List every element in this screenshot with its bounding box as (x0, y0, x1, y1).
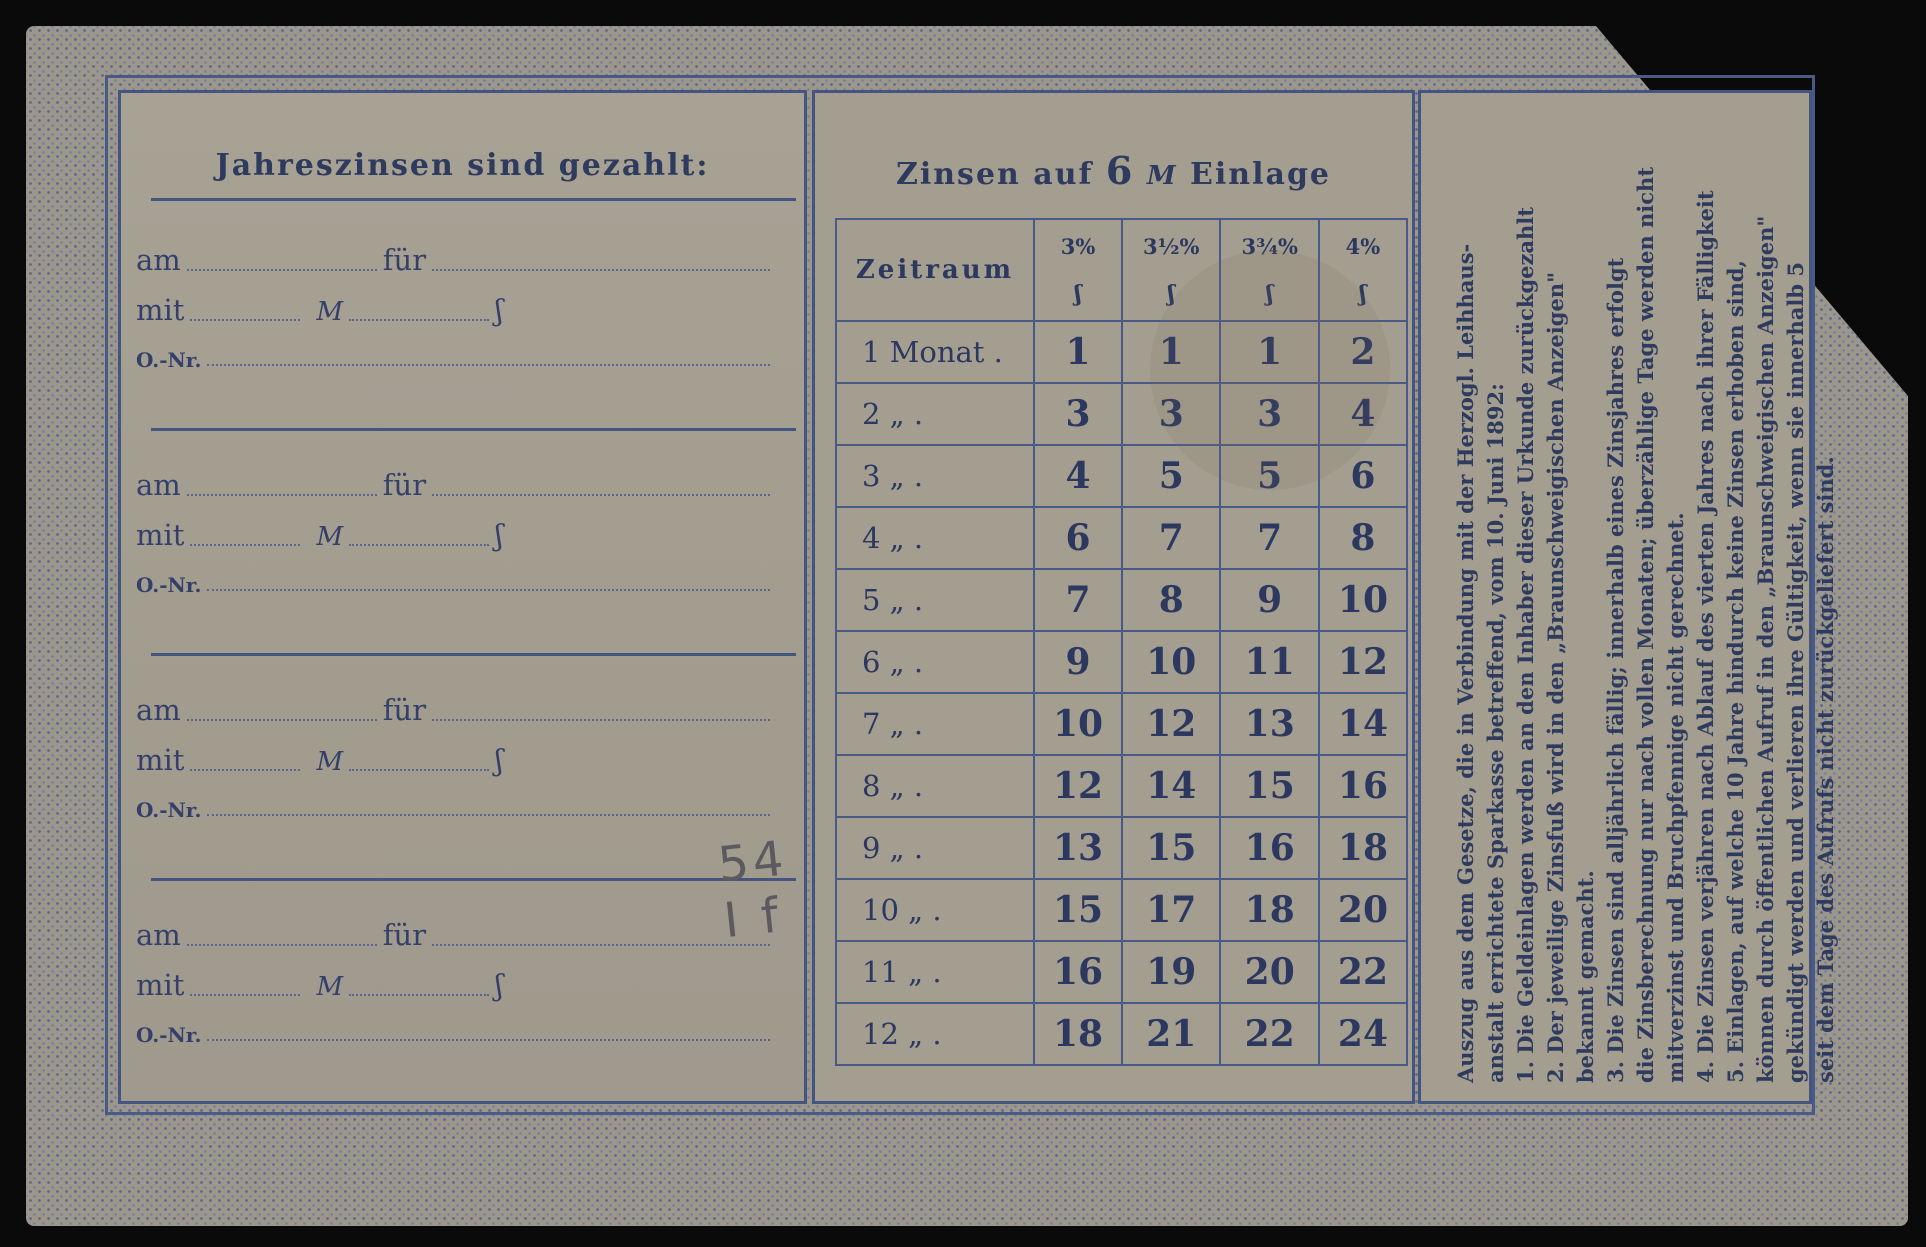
interest-cell: 14 (1122, 755, 1220, 817)
table-row (836, 507, 1407, 569)
law-line: Auszug aus dem Gesetze, die in Verbindung mit der Herzogl. Leihhaus- (1453, 243, 1478, 1083)
order-number-field[interactable]: O.-Nr. (136, 348, 776, 372)
table-row (836, 755, 1407, 817)
table-row (836, 817, 1407, 879)
interest-cell: 13 (1220, 693, 1318, 755)
table-row (836, 879, 1407, 941)
order-number-field[interactable]: O.-Nr. (136, 573, 776, 597)
interest-cell: 20 (1319, 879, 1407, 941)
interest-cell: 5 (1122, 445, 1220, 507)
interest-cell: 11 (1220, 631, 1318, 693)
interest-cell: 10 (1122, 631, 1220, 693)
interest-cell: 4 (1319, 383, 1407, 445)
divider (151, 428, 796, 431)
law-line: seit dem Tage des Aufrufs nicht zurückgeliefert sind. (1813, 456, 1838, 1083)
period-cell: 5 „ . (836, 569, 1034, 631)
interest-cell: 7 (1122, 507, 1220, 569)
title-unit: M (1146, 161, 1178, 191)
date-field[interactable]: am für (136, 468, 776, 502)
interest-cell: 21 (1122, 1003, 1220, 1065)
date-field[interactable]: am für (136, 243, 776, 277)
law-excerpt-text (1451, 133, 1841, 1083)
divider (151, 198, 796, 201)
pencil-note: 54 I f (715, 830, 790, 950)
title-prefix: Zinsen auf (895, 157, 1094, 192)
law-excerpt-panel (1418, 90, 1838, 1104)
interest-cell: 12 (1122, 693, 1220, 755)
interest-cell: 3 (1122, 383, 1220, 445)
law-line: mitverzinst und Bruchpfennige nicht gerechnet. (1663, 512, 1688, 1083)
period-cell: 3 „ . (836, 445, 1034, 507)
interest-cell: 15 (1220, 755, 1318, 817)
rate-header: 3½% ʃ (1122, 219, 1220, 321)
interest-cell: 5 (1220, 445, 1318, 507)
interest-cell: 10 (1034, 693, 1122, 755)
table-row (836, 631, 1407, 693)
period-cell: 10 „ . (836, 879, 1034, 941)
law-line: können durch öffentlichen Aufruf in den „Braunschweigischen Anzeigen" (1753, 215, 1778, 1083)
period-header: Zeitraum (836, 219, 1034, 321)
law-line: 2. Der jeweilige Zinsfuß wird in den „Braunschweigischen Anzeigen" (1543, 271, 1568, 1083)
interest-cell: 12 (1034, 755, 1122, 817)
interest-cell: 19 (1122, 941, 1220, 1003)
interest-cell: 12 (1319, 631, 1407, 693)
divider (151, 878, 796, 881)
rate-header: 3¾% ʃ (1220, 219, 1318, 321)
interest-cell: 1 (1122, 321, 1220, 383)
interest-cell: 7 (1220, 507, 1318, 569)
period-cell: 4 „ . (836, 507, 1034, 569)
interest-cell: 4 (1034, 445, 1122, 507)
law-line: bekannt gemacht. (1573, 870, 1598, 1083)
interest-cell: 16 (1319, 755, 1407, 817)
law-line: 1. Die Geldeinlagen werden an den Inhaber dieser Urkunde zurückgezahlt (1513, 207, 1538, 1083)
interest-cell: 16 (1034, 941, 1122, 1003)
interest-cell: 22 (1220, 1003, 1318, 1065)
law-line: 4. Die Zinsen verjähren nach Ablauf des vierten Jahres nach ihrer Fälligkeit (1693, 190, 1718, 1083)
payment-record-panel (118, 90, 807, 1104)
table-row (836, 569, 1407, 631)
interest-table-panel (812, 90, 1415, 1104)
period-cell: 9 „ . (836, 817, 1034, 879)
interest-cell: 13 (1034, 817, 1122, 879)
period-cell: 8 „ . (836, 755, 1034, 817)
date-field[interactable]: am für (136, 693, 776, 727)
period-cell: 7 „ . (836, 693, 1034, 755)
law-line: anstalt errichtete Sparkasse betreffend, vom 10. Juni 1892: (1483, 383, 1508, 1083)
interest-cell: 20 (1220, 941, 1318, 1003)
interest-cell: 22 (1319, 941, 1407, 1003)
interest-cell: 15 (1034, 879, 1122, 941)
law-line: 3. Die Zinsen sind alljährlich fällig; innerhalb eines Zinsjahres erfolgt (1603, 257, 1628, 1083)
interest-cell: 8 (1319, 507, 1407, 569)
interest-cell: 1 (1034, 321, 1122, 383)
order-number-field[interactable]: O.-Nr. (136, 798, 776, 822)
payment-record-title: Jahreszinsen sind gezahlt: (215, 148, 710, 183)
table-row (836, 693, 1407, 755)
interest-cell: 16 (1220, 817, 1318, 879)
interest-cell: 2 (1319, 321, 1407, 383)
interest-cell: 7 (1034, 569, 1122, 631)
title-amount: 6 (1105, 148, 1135, 193)
period-cell: 2 „ . (836, 383, 1034, 445)
divider (151, 653, 796, 656)
amount-field[interactable]: mit M ʃ (136, 968, 503, 1002)
interest-cell: 14 (1319, 693, 1407, 755)
period-cell: 11 „ . (836, 941, 1034, 1003)
title-suffix: Einlage (1190, 157, 1332, 192)
amount-field[interactable]: mit M ʃ (136, 293, 503, 327)
period-cell: 6 „ . (836, 631, 1034, 693)
interest-cell: 3 (1220, 383, 1318, 445)
interest-cell: 9 (1034, 631, 1122, 693)
table-row (836, 941, 1407, 1003)
interest-cell: 24 (1319, 1003, 1407, 1065)
period-cell: 1 Monat . (836, 321, 1034, 383)
interest-cell: 17 (1122, 879, 1220, 941)
interest-table-title (815, 148, 1412, 193)
interest-cell: 8 (1122, 569, 1220, 631)
amount-field[interactable]: mit M ʃ (136, 518, 503, 552)
order-number-field[interactable]: O.-Nr. (136, 1023, 776, 1047)
law-line: die Zinsberechnung nur nach vollen Monaten; überzählige Tage werden nicht (1633, 166, 1658, 1083)
interest-cell: 10 (1319, 569, 1407, 631)
interest-cell: 18 (1034, 1003, 1122, 1065)
interest-cell: 6 (1034, 507, 1122, 569)
rate-header: 3% ʃ (1034, 219, 1122, 321)
rate-header: 4% ʃ (1319, 219, 1407, 321)
table-row (836, 1003, 1407, 1065)
stain (1150, 250, 1390, 490)
interest-cell: 6 (1319, 445, 1407, 507)
period-cell: 12 „ . (836, 1003, 1034, 1065)
interest-cell: 9 (1220, 569, 1318, 631)
interest-cell: 1 (1220, 321, 1318, 383)
interest-cell: 3 (1034, 383, 1122, 445)
law-line: gekündigt werden und verlieren ihre Gültigkeit, wenn sie innerhalb 5 (1783, 262, 1808, 1083)
date-field[interactable]: am für (136, 918, 776, 952)
law-line: 5. Einlagen, auf welche 10 Jahre hindurch keine Zinsen erhoben sind, (1723, 260, 1748, 1083)
amount-field[interactable]: mit M ʃ (136, 743, 503, 777)
interest-cell: 15 (1122, 817, 1220, 879)
interest-cell: 18 (1319, 817, 1407, 879)
interest-cell: 18 (1220, 879, 1318, 941)
